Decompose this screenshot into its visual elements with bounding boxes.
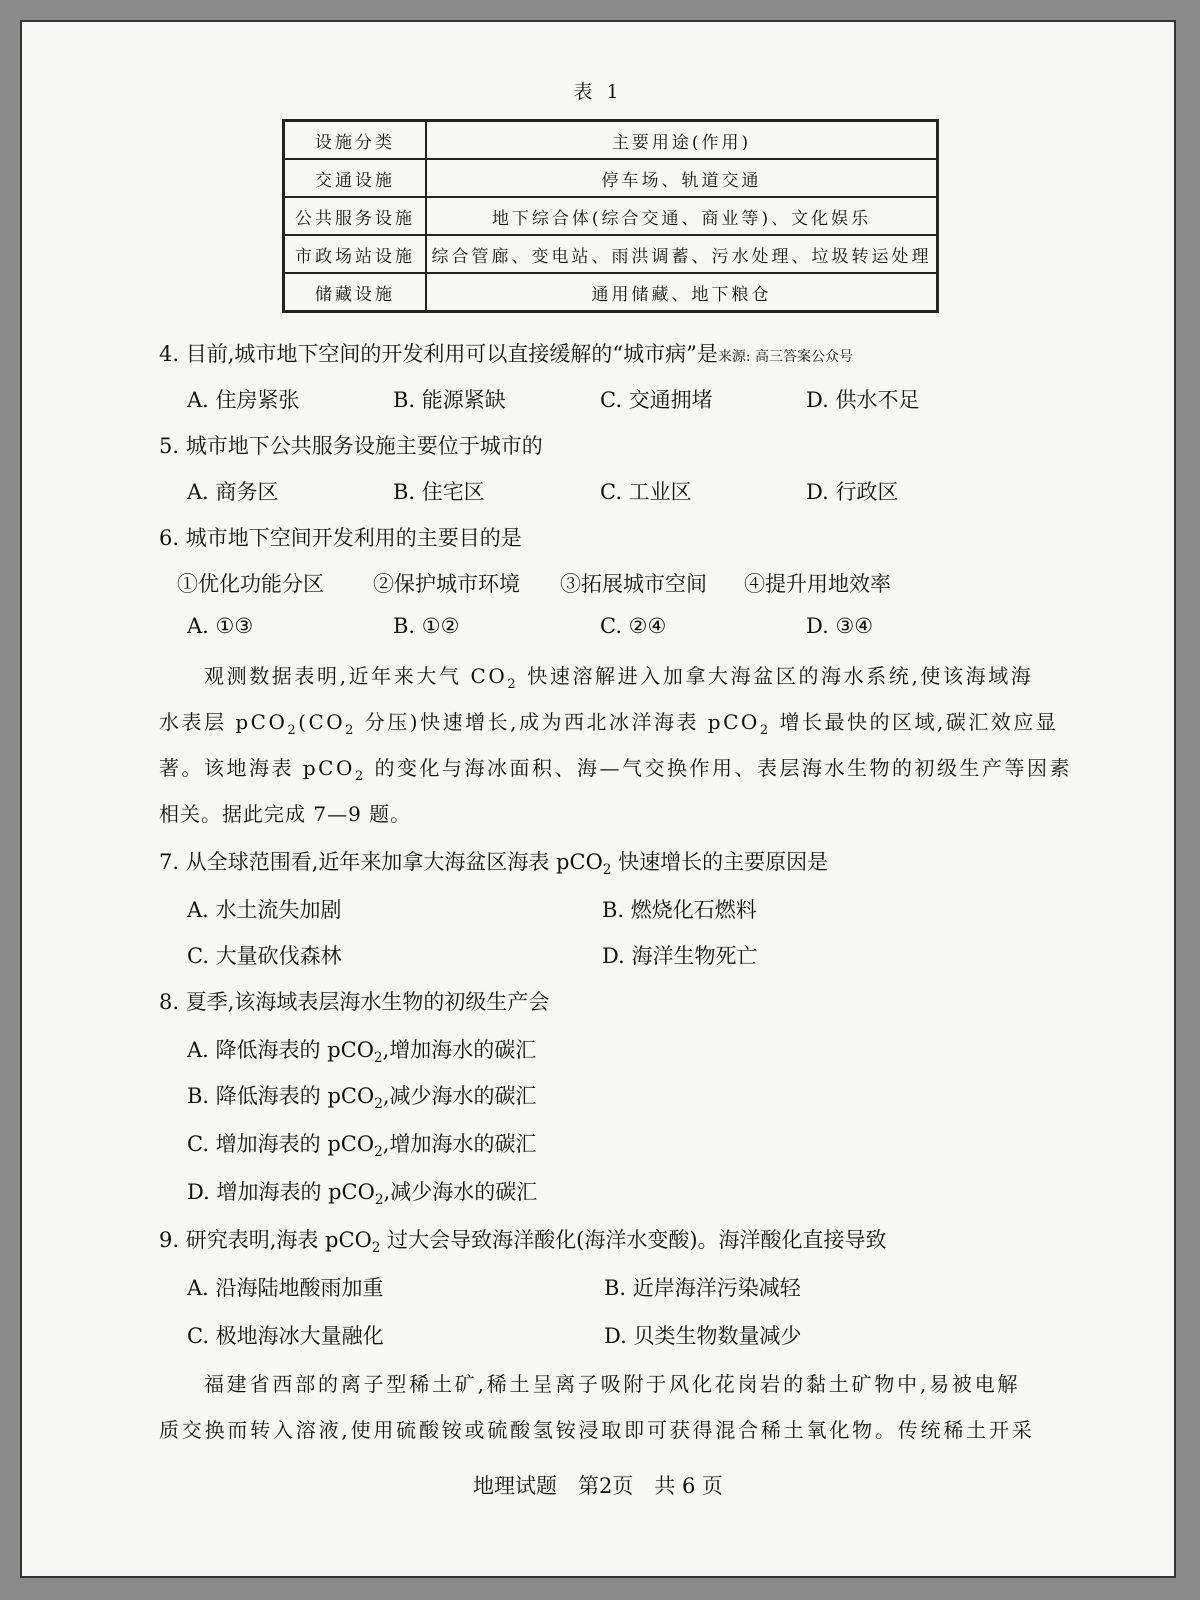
subscript: 2 xyxy=(371,1240,381,1257)
question-7-option-c: C. 大量砍伐森林 xyxy=(187,944,342,968)
exam-page xyxy=(20,20,1176,1578)
question-6-option-d: D. ③④ xyxy=(806,614,874,638)
table-cell: 交通设施 xyxy=(284,159,427,197)
subscript: 2 xyxy=(374,1096,383,1113)
question-4-option-c: C. 交通拥堵 xyxy=(600,388,713,412)
table-row xyxy=(284,159,938,197)
table-row xyxy=(284,197,938,235)
option-text: ,减少海水的碳汇 xyxy=(382,1084,537,1108)
passage-1-line-1 xyxy=(204,660,1033,692)
passage-2-line-1: 福建省西部的离子型稀土矿,稀土呈离子吸附于风化花岗岩的黏土矿物中,易被电解 xyxy=(204,1372,1021,1396)
table-cell: 通用储藏、地下粮仓 xyxy=(426,273,938,312)
option-text: ,减少海水的碳汇 xyxy=(383,1180,538,1204)
question-8-option-a xyxy=(187,1034,536,1066)
question-5-option-a: A. 商务区 xyxy=(187,480,279,504)
subscript: 2 xyxy=(345,723,356,738)
question-6-item-1: ①优化功能分区 xyxy=(177,572,324,596)
question-9-text: 过大会导致海洋酸化(海洋水变酸)。海洋酸化直接导致 xyxy=(380,1228,887,1252)
question-7-option-d: D. 海洋生物死亡 xyxy=(602,944,758,968)
subscript: 2 xyxy=(759,723,771,738)
passage-text: (CO xyxy=(298,710,346,734)
question-6-item-4: ④提升用地效率 xyxy=(744,572,891,596)
subscript: 2 xyxy=(374,1192,384,1209)
question-9-option-c: C. 极地海冰大量融化 xyxy=(187,1324,384,1348)
question-7-stem xyxy=(159,846,828,878)
question-8-stem: 8. 夏季,该海域表层海水生物的初级生产会 xyxy=(159,990,550,1014)
question-9-option-a: A. 沿海陆地酸雨加重 xyxy=(187,1276,384,1300)
table-cell: 市政场站设施 xyxy=(284,235,427,273)
subscript: 2 xyxy=(374,1144,383,1161)
question-5-stem: 5. 城市地下公共服务设施主要位于城市的 xyxy=(159,434,543,458)
question-7-text: 快速增长的主要原因是 xyxy=(611,850,829,874)
option-text: A. 降低海表的 pCO xyxy=(187,1038,374,1062)
table-header-row xyxy=(284,121,938,160)
table-header-cell: 主要用途(作用) xyxy=(426,121,938,160)
table-cell: 公共服务设施 xyxy=(284,197,427,235)
passage-text: 水表层 pCO xyxy=(159,710,288,734)
table-cell: 储藏设施 xyxy=(284,273,427,312)
passage-text: 的变化与海冰面积、海—气交换作用、表层海水生物的初级生产等因素 xyxy=(365,756,1072,780)
question-7-text: 7. 从全球范围看,近年来加拿大海盆区海表 pCO xyxy=(159,850,603,874)
table-row xyxy=(284,273,938,312)
passage-text: 快速溶解进入加拿大海盆区的海水系统,使该海域海 xyxy=(518,664,1034,688)
table-header-cell: 设施分类 xyxy=(284,121,427,160)
option-text: ,增加海水的碳汇 xyxy=(382,1038,537,1062)
question-8-option-b xyxy=(187,1080,537,1112)
table-title: 表 1 xyxy=(573,81,623,103)
facility-table xyxy=(282,119,939,313)
table-cell: 综合管廊、变电站、雨洪调蓄、污水处理、垃圾转运处理 xyxy=(426,235,938,273)
question-8-option-c xyxy=(187,1128,536,1160)
option-text: D. 增加海表的 pCO xyxy=(187,1180,375,1204)
option-text: C. 增加海表的 pCO xyxy=(187,1132,375,1156)
table-row xyxy=(284,235,938,273)
option-text: B. 降低海表的 pCO xyxy=(187,1084,375,1108)
subscript: 2 xyxy=(602,862,612,879)
question-6-item-2: ②保护城市环境 xyxy=(373,572,520,596)
passage-2-line-2: 质交换而转入溶液,使用硫酸铵或硫酸氢铵浸取即可获得混合稀土氧化物。传统稀土开采 xyxy=(159,1418,1035,1442)
question-6-option-c: C. ②④ xyxy=(600,614,667,638)
question-5-option-c: C. 工业区 xyxy=(600,480,692,504)
question-6-stem: 6. 城市地下空间开发利用的主要目的是 xyxy=(159,526,522,550)
table-cell: 停车场、轨道交通 xyxy=(426,159,938,197)
question-5-option-d: D. 行政区 xyxy=(806,480,899,504)
question-7-option-b: B. 燃烧化石燃料 xyxy=(602,898,757,922)
question-4-option-a: A. 住房紧张 xyxy=(187,388,300,412)
table-cell: 地下综合体(综合交通、商业等)、文化娱乐 xyxy=(426,197,938,235)
page-footer: 地理试题 第2页 共 6 页 xyxy=(472,1474,724,1498)
question-6-option-a: A. ①③ xyxy=(187,614,254,638)
question-6-item-3: ③拓展城市空间 xyxy=(560,572,707,596)
question-4-stem xyxy=(159,338,853,368)
question-9-option-b: B. 近岸海洋污染减轻 xyxy=(604,1276,801,1300)
question-9-option-d: D. 贝类生物数量减少 xyxy=(604,1324,802,1348)
question-9-text: 9. 研究表明,海表 pCO xyxy=(159,1228,372,1252)
question-8-option-d xyxy=(187,1176,537,1208)
passage-1-line-3 xyxy=(159,752,1072,784)
passage-text: 观测数据表明,近年来大气 CO xyxy=(204,664,508,688)
passage-1-line-4: 相关。据此完成 7—9 题。 xyxy=(159,802,412,826)
question-4-option-b: B. 能源紧缺 xyxy=(393,388,506,412)
source-note: 来源: 高三答案公众号 xyxy=(717,349,854,365)
question-7-option-a: A. 水土流失加剧 xyxy=(187,898,342,922)
subscript: 2 xyxy=(287,723,299,738)
passage-text: 增长最快的区域,碳汇效应显 xyxy=(770,710,1059,734)
question-9-stem xyxy=(159,1224,887,1256)
question-4-option-d: D. 供水不足 xyxy=(806,388,920,412)
subscript: 2 xyxy=(354,769,366,784)
question-4-text: 4. 目前,城市地下空间的开发利用可以直接缓解的“城市病”是 xyxy=(159,342,718,366)
passage-text: 分压)快速增长,成为西北冰洋海表 pCO xyxy=(355,710,760,734)
subscript: 2 xyxy=(507,677,519,692)
option-text: ,增加海水的碳汇 xyxy=(382,1132,537,1156)
question-6-option-b: B. ①② xyxy=(393,614,460,638)
passage-text: 著。该地海表 pCO xyxy=(159,756,355,780)
question-5-option-b: B. 住宅区 xyxy=(393,480,485,504)
subscript: 2 xyxy=(373,1050,383,1067)
passage-1-line-2 xyxy=(159,706,1058,738)
